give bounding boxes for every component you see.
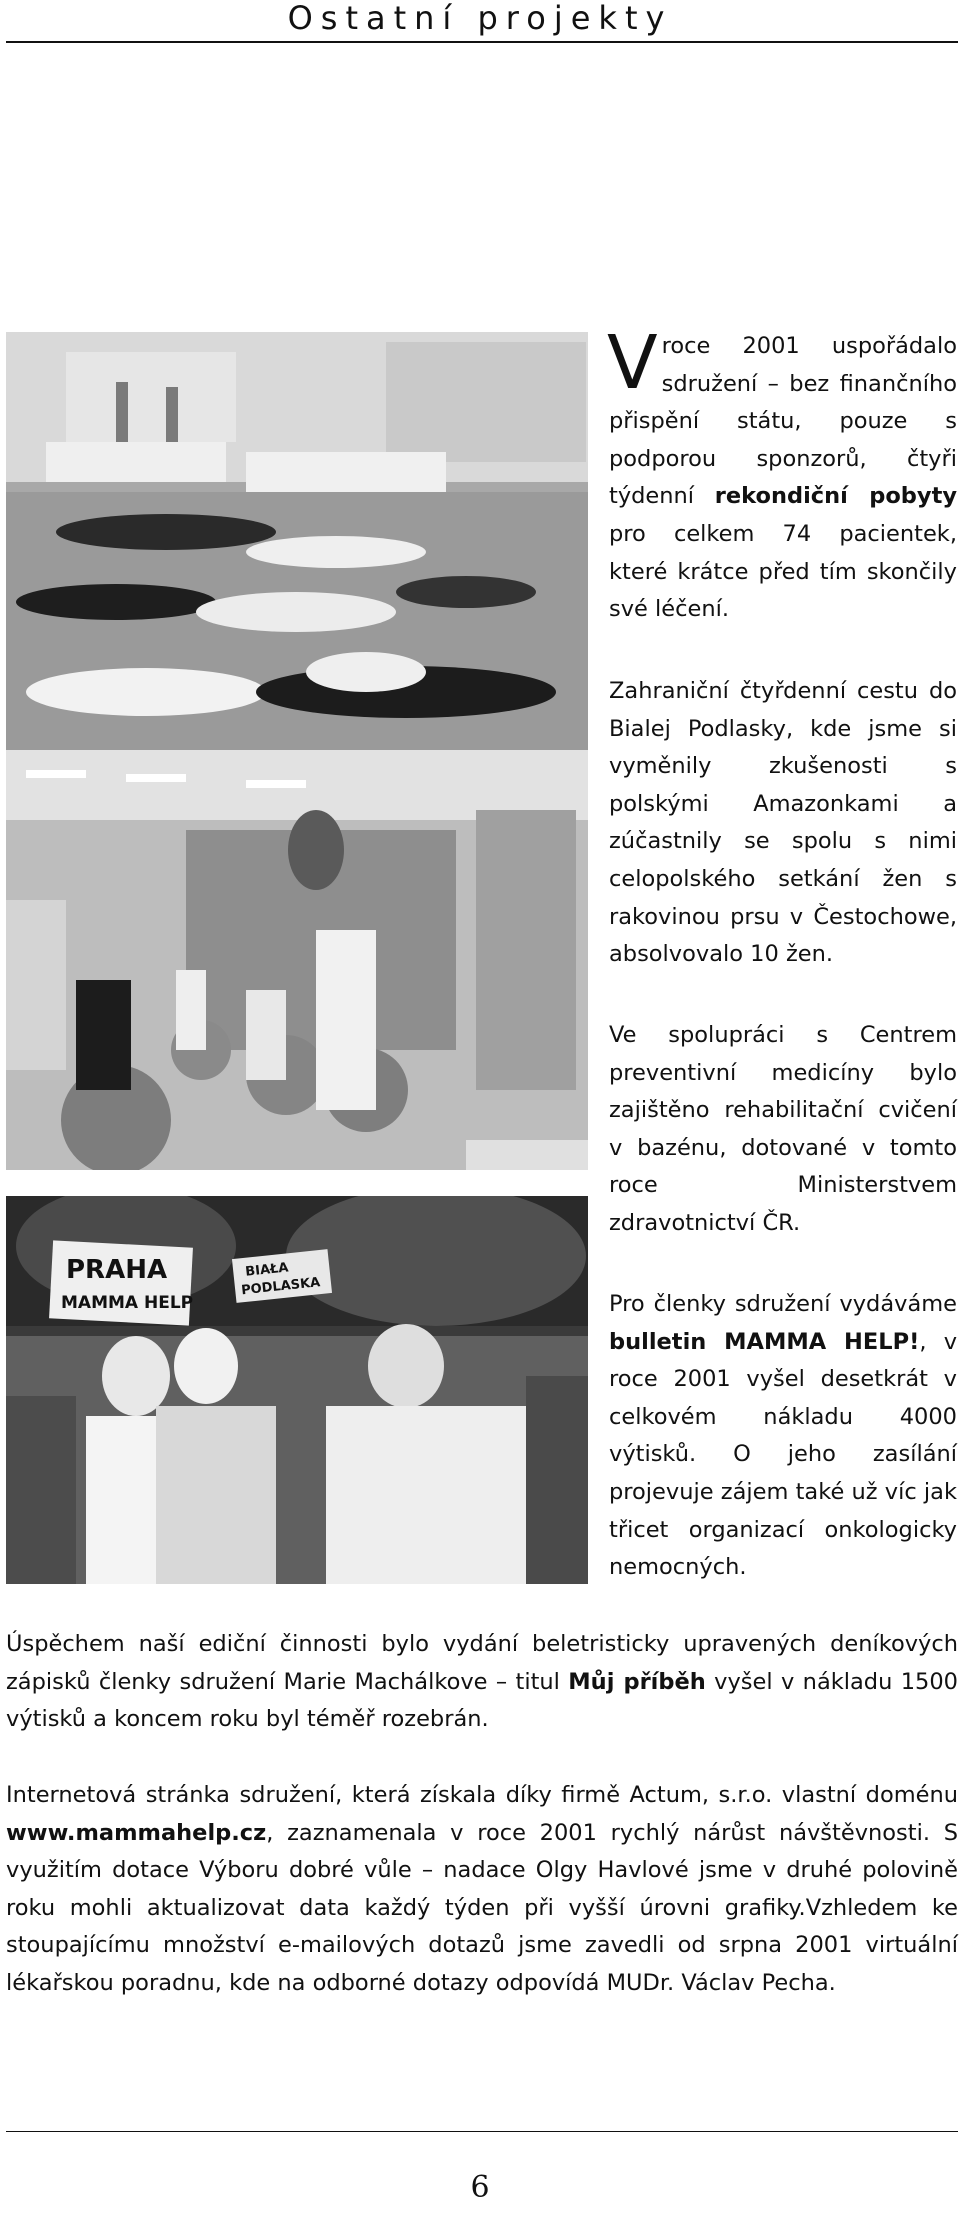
running-header: Ostatní projekty: [287, 0, 673, 37]
website-link: www.mammahelp.cz: [6, 1819, 267, 1846]
p1-bold: rekondiční pobyty: [714, 483, 958, 510]
b1-text-a: Úspěchem naší ediční činnosti bylo vydání beletristicky upravených deníkových zápisků členky sdružení Marie Machálkove – titul: [6, 1631, 958, 1695]
photo-exercise-balls: [6, 750, 588, 1170]
sign-praha-line2: MAMMA HELP: [61, 1293, 194, 1313]
paragraph-foreign-trip: [609, 673, 957, 974]
b1-text-b: vyšel v nákladu 1500 výtisků a koncem roku byl téměř rozebrán.: [6, 1668, 958, 1733]
photo-group-signs: [6, 1196, 588, 1584]
paragraph-pool-exercise: [609, 1017, 957, 1243]
header-rule: [6, 41, 958, 43]
photo-exercise-floor: [6, 332, 588, 752]
drop-cap: V: [607, 320, 658, 406]
p4-text-a: Pro členky sdružení vydáváme: [609, 1291, 957, 1317]
p2-text: Zahraniční čtyřdenní cestu do Bialej Podlasky, kde jsme si vyměnily zkušenosti s polskými Amazonkami a zúčastnily se spolu s nimi celopolského setkání žen s rakovinou prsu v Čestochowe, absolvovalo 10 žen.: [609, 678, 957, 968]
p4-bold: bulletin MAMMA HELP!: [609, 1328, 920, 1355]
paragraph-bulletin: [609, 1286, 957, 1587]
paragraph-rehabilitation-stays: [607, 320, 958, 629]
p1-text-b: pro celkem 74 pacientek, které krátce před tím skončily své léčení.: [609, 520, 957, 623]
sign-biala-line1: BIAŁA: [244, 1260, 290, 1280]
paragraph-website: [6, 1777, 958, 2003]
footer-rule: [6, 2131, 958, 2132]
page-number: 6: [470, 2170, 490, 2205]
p4-text-b: , v roce 2001 vyšel desetkrát v celkovém nákladu 4000 výtisků. O jeho zasílání projevuje zájem také už víc jak třicet organizací onkologicky nemocných.: [609, 1328, 958, 1581]
p3-text: Ve spolupráci s Centrem preventivní medicíny bylo zajištěno rehabilitační cvičení v bazénu, dotované v tomto roce Ministerstvem zdravotnictví ČR.: [609, 1022, 957, 1236]
b2-text-b: , zaznamenala v roce 2001 rychlý nárůst návštěvnosti. S využitím dotace Výboru dobré vůle – nadace Olgy Havlové jsme v druhé polovině roku mohli aktualizovat data každý týden při vyšší úrovni grafiky.Vzhledem ke stoupajícímu množství e-mailových dotazů jsme zavedli od srpna 2001 virtuální lékařskou poradnu, kde na odborné dotazy odpovídá MUDr. Václav Pecha.: [6, 1819, 958, 1996]
b1-bold: Můj příběh: [568, 1668, 706, 1695]
p1-text-a: roce 2001 uspořádalo sdružení – bez finančního přispění státu, pouze s podporou sponzorů, čtyři týdenní: [609, 333, 957, 510]
paragraph-publishing: [6, 1626, 958, 1739]
sign-biala-line2: PODLASKA: [240, 1275, 321, 1299]
sign-praha-line1: PRAHA: [66, 1255, 168, 1285]
b2-text-a: Internetová stránka sdružení, která získala díky firmě Actum, s.r.o. vlastní doménu: [6, 1782, 958, 1808]
